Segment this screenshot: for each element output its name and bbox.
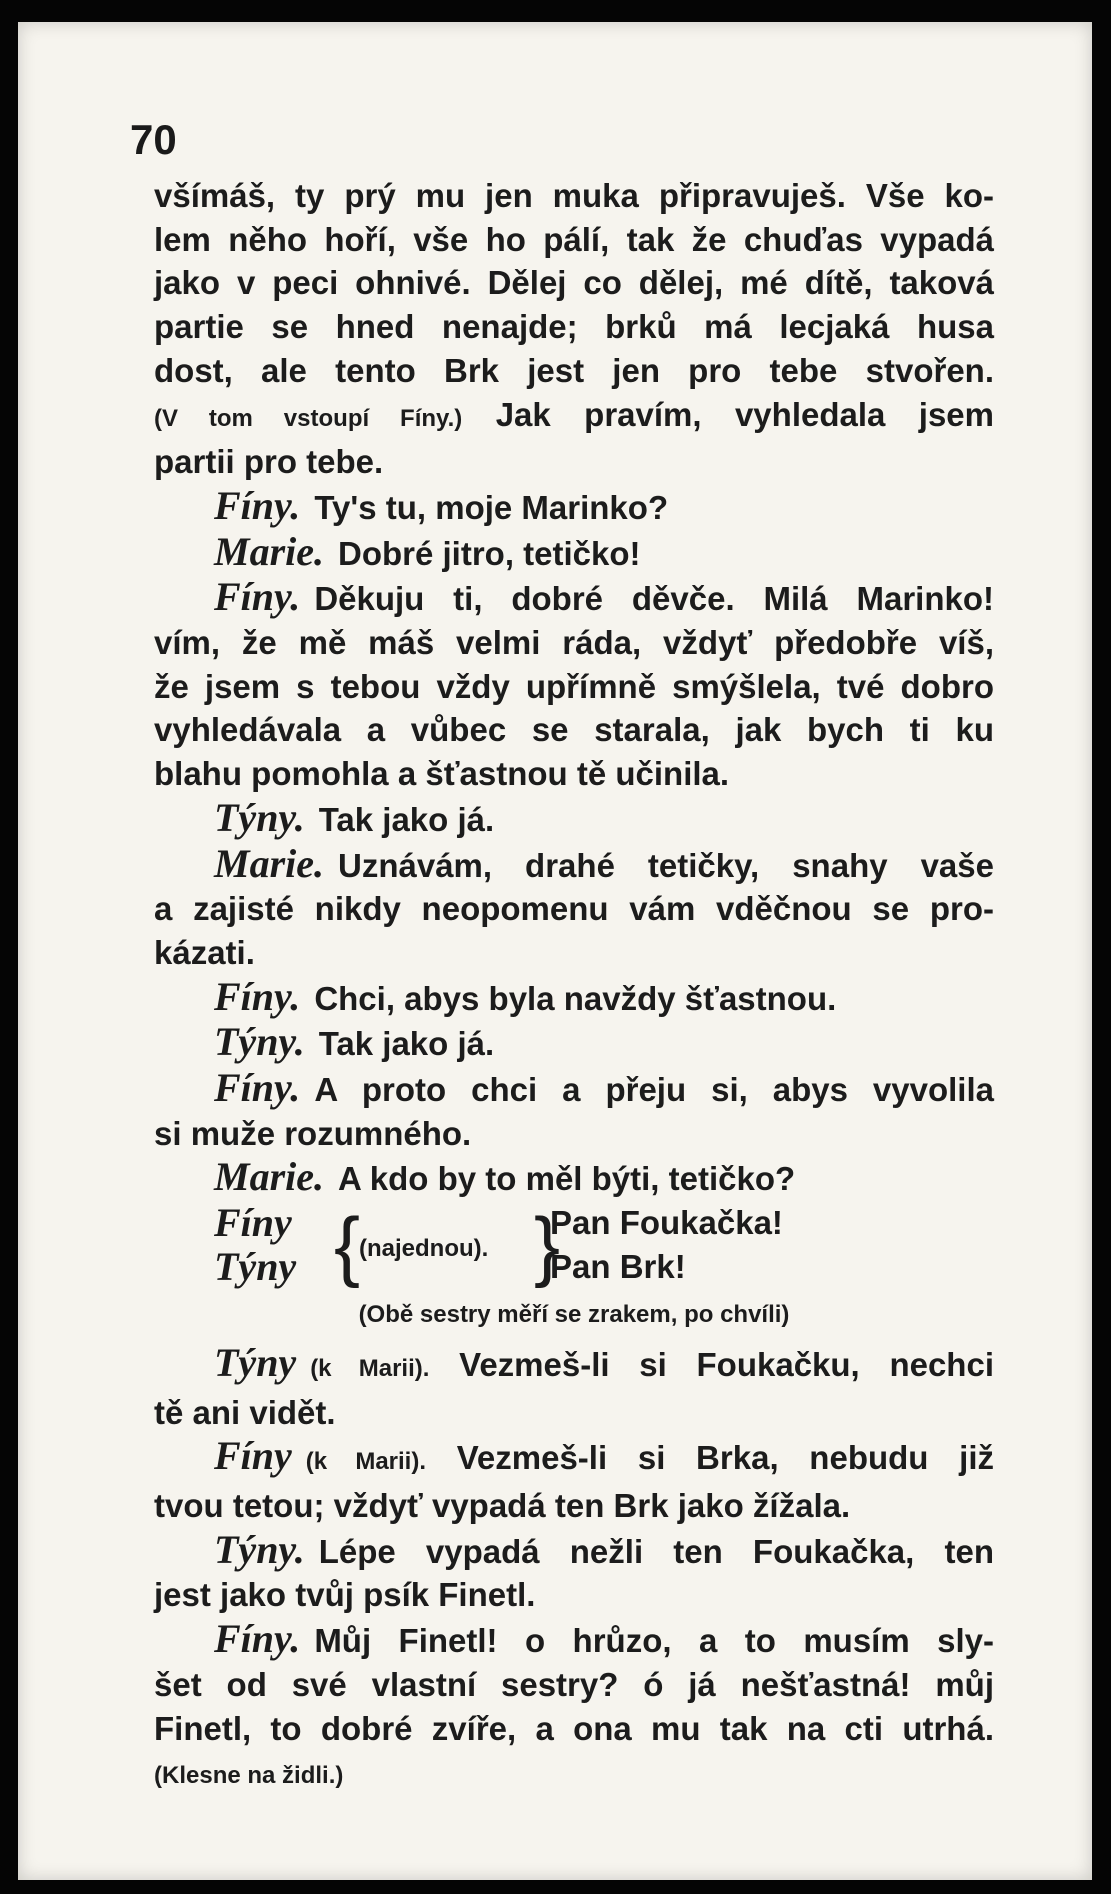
line-text: jako v peci ohnivé. Dělej co dělej, mé dítě, taková <box>154 264 994 302</box>
text-line <box>154 440 994 484</box>
chorus-speaker-b: Týny <box>214 1244 297 1290</box>
chorus-direction: (najednou). <box>359 1235 489 1263</box>
text-line <box>154 530 994 576</box>
line-text: šet od své vlastní sestry? ó já nešťastná! můj <box>154 1665 994 1703</box>
line-text: partie se hned nenajde; brků má lecjaká husa <box>154 308 994 346</box>
text-line <box>154 1020 994 1066</box>
text-line <box>154 1341 994 1391</box>
speaker-name: Fíny. <box>214 574 301 620</box>
speaker-name: Marie. <box>214 528 324 574</box>
text-line <box>154 349 994 393</box>
speaker-name: Týny. <box>214 1019 305 1065</box>
stage-note: (Klesne na židli.) <box>154 1762 344 1790</box>
stage-note: (V tom vstoupí Fíny.) <box>154 404 463 432</box>
line-text: Vezmeš-li si Foukačku, nechci <box>429 1345 994 1383</box>
chorus-line-a: Pan Foukačka! <box>550 1204 783 1242</box>
text-line <box>154 887 994 931</box>
text-block-1 <box>154 174 994 1201</box>
text-line <box>154 1066 994 1112</box>
speaker-name: Týny <box>214 1339 297 1385</box>
text-line <box>154 1528 994 1574</box>
line-text: Ty's tu, moje Marinko? <box>314 488 669 526</box>
speaker-name: Fíny. <box>214 482 301 528</box>
text-line <box>154 575 994 621</box>
chorus-line <box>154 1201 994 1289</box>
line-text: Můj Finetl! o hrůzo, a to musím sly- <box>314 1622 994 1660</box>
line-text: Dobré jitro, tetičko! <box>338 534 641 572</box>
chorus-speaker-a: Fíny <box>214 1200 292 1246</box>
text-line <box>154 796 994 842</box>
text-line <box>154 975 994 1021</box>
stage-note: (k Marii). <box>305 1448 427 1476</box>
line-text: všímáš, ty prý mu jen muka připravuješ. Vše ko- <box>154 177 994 214</box>
chorus-line-b: Pan Brk! <box>550 1248 686 1286</box>
text-line <box>154 1112 994 1156</box>
text-line <box>154 1484 994 1528</box>
speaker-name: Týny. <box>214 1526 305 1572</box>
line-text: tvou tetou; vždyť vypadá ten Brk jako žížala. <box>154 1486 851 1524</box>
line-text: partii pro tebe. <box>154 443 384 481</box>
text-line <box>154 708 994 752</box>
line-text: Děkuju ti, dobré děvče. Milá Marinko! <box>314 580 994 618</box>
line-text: Chci, abys byla navždy šťastnou. <box>314 979 837 1017</box>
line-text: Vezmeš-li si Brka, nebudu již <box>426 1439 994 1477</box>
speaker-name: Týny. <box>214 794 305 840</box>
text-line <box>154 1434 994 1484</box>
text-line <box>154 1391 994 1435</box>
text-line <box>154 484 994 530</box>
line-text: lem něho hoří, vše ho pálí, tak že chuďas vypadá <box>154 220 994 258</box>
line-text: Finetl, to dobré zvíře, a ona mu tak na cti utrhá. <box>154 1709 994 1747</box>
page-text <box>154 174 994 1798</box>
line-text: že jsem s tebou vždy upřímně smýšlela, tvé dobro <box>154 667 994 705</box>
text-line <box>154 1707 994 1751</box>
speaker-name: Marie. <box>214 840 324 886</box>
stage-note: (k Marii). <box>310 1354 430 1382</box>
line-text: vyhledávala a vůbec se starala, jak bych ti ku <box>154 711 994 749</box>
line-text: Jak pravím, vyhledala jsem <box>462 395 994 433</box>
text-line <box>154 1750 994 1798</box>
text-line <box>154 842 994 888</box>
left-brace: { <box>334 1201 361 1290</box>
speaker-name: Fíny. <box>214 1065 301 1111</box>
line-text: kázati. <box>154 933 255 971</box>
text-line <box>154 1617 994 1663</box>
line-text: Uznávám, drahé tetičky, snahy vaše <box>338 846 994 884</box>
text-line <box>154 393 994 441</box>
text-line <box>154 305 994 349</box>
text-line <box>154 1155 994 1201</box>
line-text: si muže rozumného. <box>154 1114 472 1152</box>
text-line <box>154 931 994 975</box>
line-text: jest jako tvůj psík Finetl. <box>154 1576 536 1614</box>
text-line <box>154 752 994 796</box>
speaker-name: Fíny. <box>214 1616 301 1662</box>
stage-direction: (Obě sestry měří se zrakem, po chvíli) <box>358 1301 790 1329</box>
text-line <box>154 621 994 665</box>
speaker-name: Fíny <box>214 1433 292 1479</box>
text-line <box>154 218 994 262</box>
line-text: dost, ale tento Brk jest jen pro tebe stvořen. <box>154 351 994 389</box>
text-line <box>154 261 994 305</box>
book-page <box>18 22 1092 1880</box>
text-block-2 <box>154 1341 994 1798</box>
text-line <box>154 174 994 218</box>
speaker-name: Fíny. <box>214 973 301 1019</box>
line-text: A proto chci a přeju si, abys vyvolila <box>314 1071 994 1109</box>
line-text: Tak jako já. <box>318 800 495 838</box>
page-number: 70 <box>130 116 177 163</box>
text-line <box>154 1573 994 1617</box>
line-text: A kdo by to měl býti, tetičko? <box>338 1160 796 1198</box>
line-text: tě ani vidět. <box>154 1393 336 1431</box>
line-text: Tak jako já. <box>318 1025 495 1063</box>
right-brace: } <box>534 1201 561 1290</box>
line-text: Lépe vypadá nežli ten Foukačka, ten <box>318 1532 994 1570</box>
speaker-name: Marie. <box>214 1154 324 1200</box>
line-text: a zajisté nikdy neopomenu vám vděčnou se pro- <box>154 890 994 928</box>
line-text: blahu pomohla a šťastnou tě učinila. <box>154 755 730 793</box>
text-line <box>154 665 994 709</box>
text-line <box>154 1663 994 1707</box>
line-text: vím, že mě máš velmi ráda, vždyť předobře víš, <box>154 624 994 662</box>
